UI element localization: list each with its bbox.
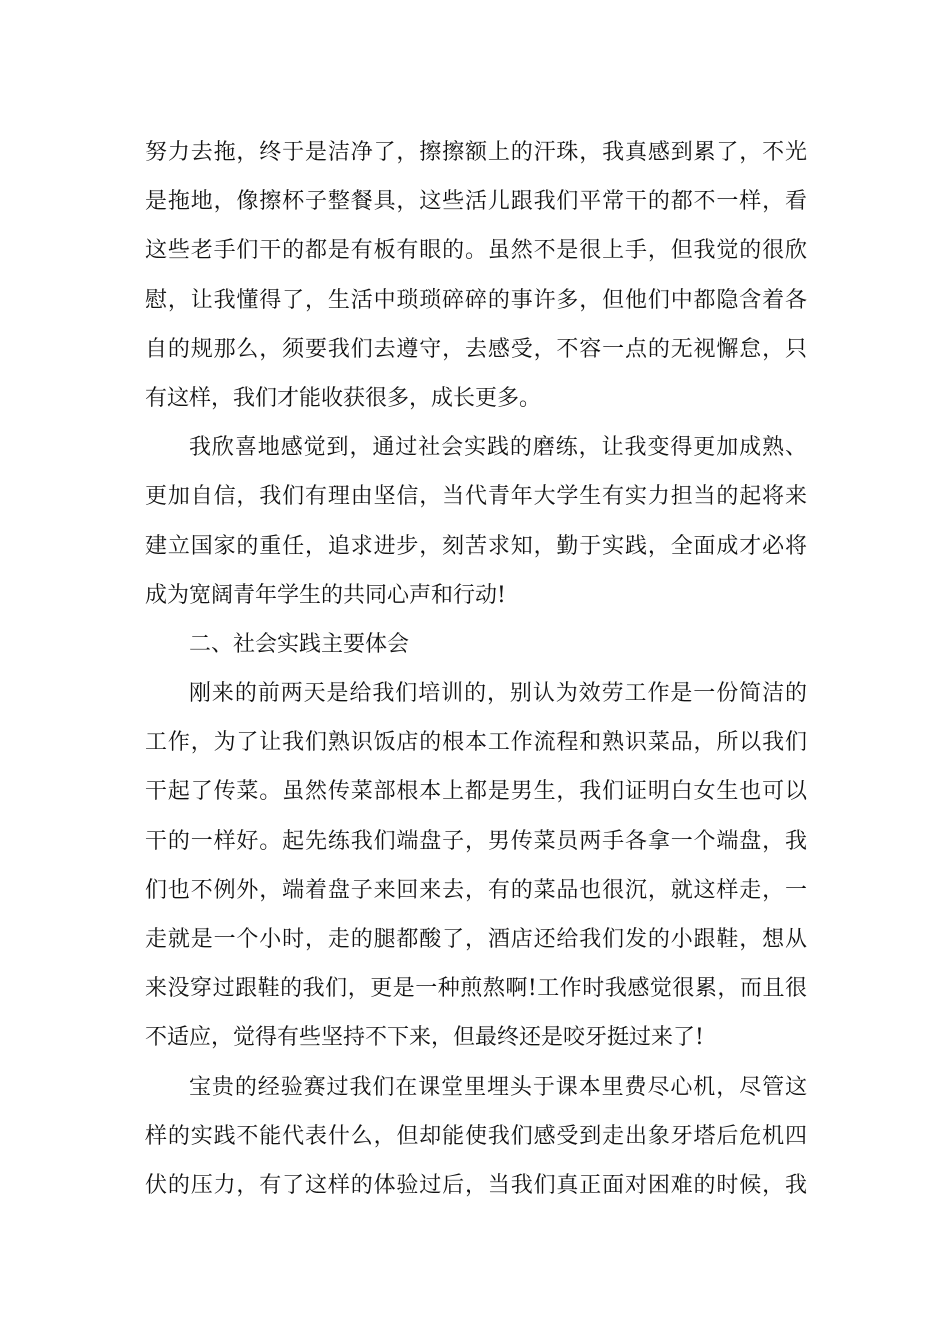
text-line: 二、社会实践主要体会 [189, 631, 410, 657]
text-line: 更加自信，我们有理由坚信，当代青年大学生有实力担当的起将来 [145, 484, 807, 510]
text-line: 来没穿过跟鞋的我们，更是一种煎熬啊!工作时我感觉很累，而且很 [145, 976, 807, 1002]
text-line: 干的一样好。起先练我们端盘子，男传菜员两手各拿一个端盘，我 [145, 828, 807, 854]
text-line: 这些老手们干的都是有板有眼的。虽然不是很上手，但我觉的很欣 [145, 238, 807, 264]
text-line: 建立国家的重任，追求进步，刻苦求知，勤于实践，全面成才必将 [145, 533, 807, 559]
text-line: 伏的压力，有了这样的体验过后，当我们真正面对困难的时候，我 [145, 1172, 807, 1198]
text-line: 样的实践不能代表什么，但却能使我们感受到走出象牙塔后危机四 [145, 1123, 807, 1149]
text-line: 走就是一个小时，走的腿都酸了，酒店还给我们发的小跟鞋，想从 [145, 927, 807, 952]
text-line: 工作，为了让我们熟识饭店的根本工作流程和熟识菜品，所以我们 [145, 730, 807, 756]
text-line: 宝贵的经验赛过我们在课堂里埋头于课本里费尽心机，尽管这 [189, 1074, 807, 1100]
text-line: 刚来的前两天是给我们培训的，别认为效劳工作是一份简洁的 [189, 681, 807, 707]
text-line: 成为宽阔青年学生的共同心声和行动! [145, 582, 506, 608]
text-line: 不适应，觉得有些坚持不下来，但最终还是咬牙挺过来了! [145, 1025, 704, 1051]
text-line: 慰，让我懂得了，生活中琐琐碎碎的事许多，但他们中都隐含着各 [145, 287, 807, 313]
text-line: 努力去拖，终于是洁净了，擦擦额上的汗珠，我真感到累了，不光 [145, 140, 807, 165]
text-line: 是拖地，像擦杯子整餐具，这些活儿跟我们平常干的都不一样，看 [145, 189, 807, 215]
text-line: 们也不例外，端着盘子来回来去，有的菜品也很沉，就这样走，一 [145, 877, 807, 903]
text-line: 干起了传菜。虽然传菜部根本上都是男生，我们证明白女生也可以 [145, 779, 807, 805]
text-line: 自的规那么，须要我们去遵守，去感受，不容一点的无视懈怠，只 [145, 336, 807, 362]
text-line: 有这样，我们才能收获很多，成长更多。 [145, 385, 542, 411]
text-line: 我欣喜地感觉到，通过社会实践的磨练，让我变得更加成熟、 [189, 435, 807, 461]
body-text [145, 128, 807, 1210]
